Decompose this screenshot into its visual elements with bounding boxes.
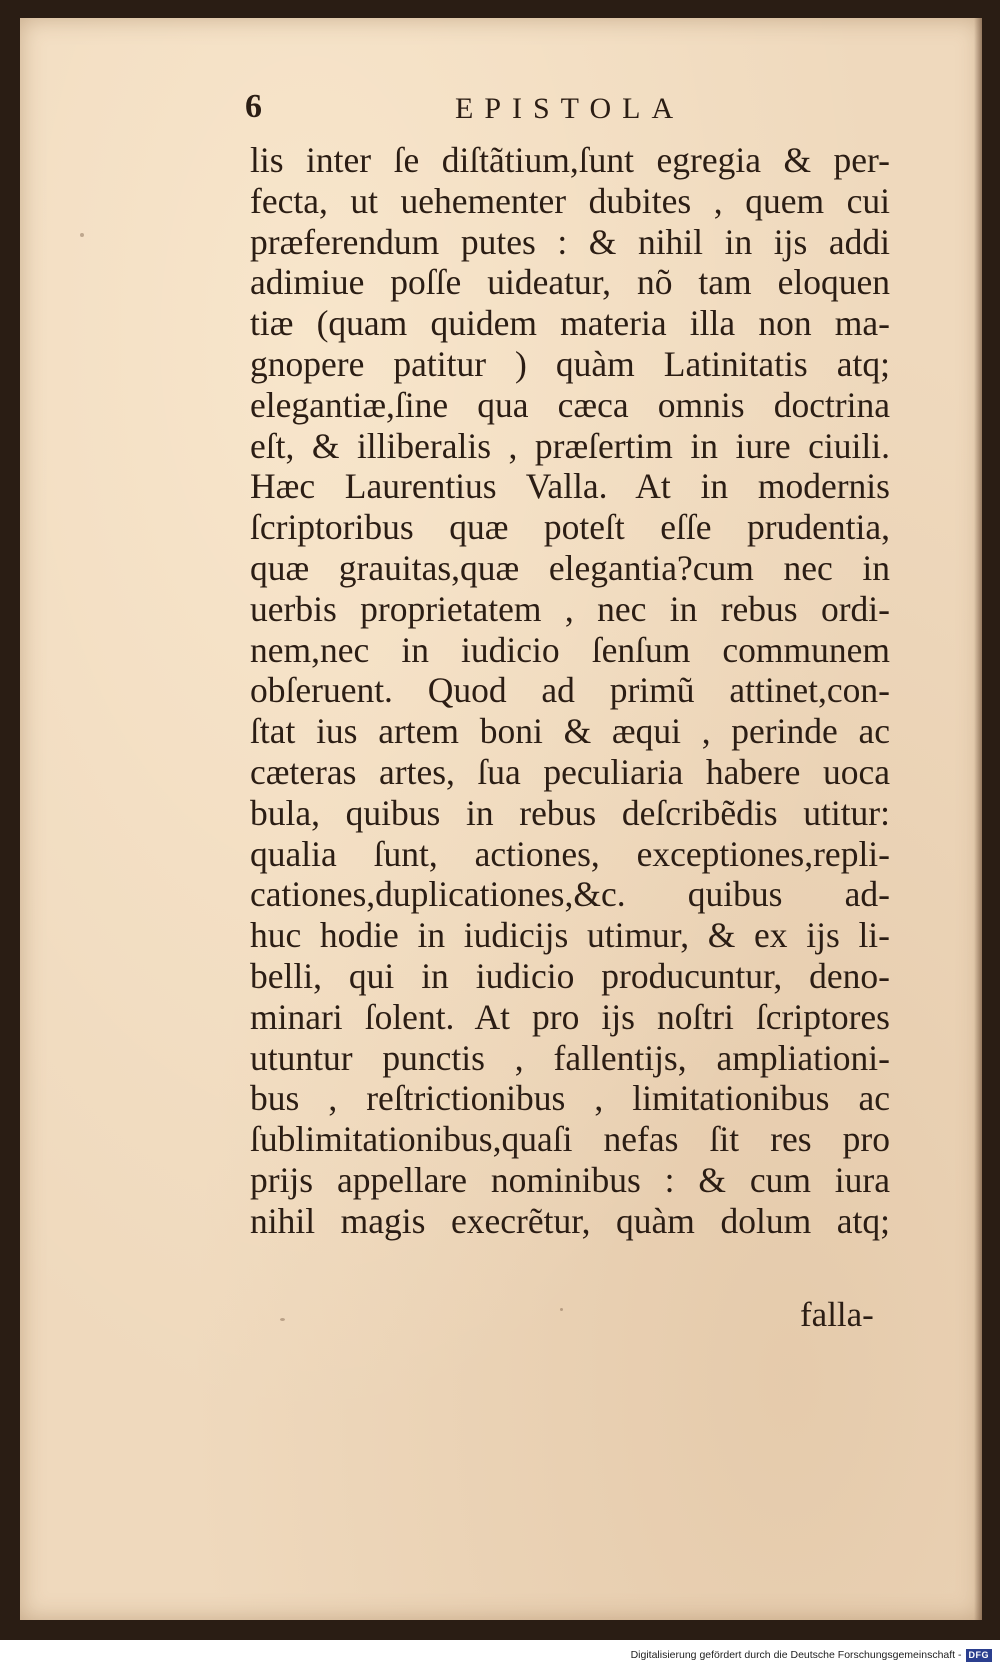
text-line: præferendum putes : & nihil in ijs addi (250, 221, 890, 262)
catchword: falla- (800, 1295, 874, 1334)
paper-speck (560, 1308, 563, 1311)
text-line: uerbis proprietatem , nec in rebus ordi- (250, 588, 890, 629)
text-line: prijs appellare nominibus : & cum iura (250, 1159, 890, 1200)
text-line: cationes,duplicationes,&c. quibus ad- (250, 874, 890, 915)
text-line: nem,nec in iudicio ſenſum communem (250, 629, 890, 670)
text-line: belli, qui in iudicio producuntur, deno- (250, 955, 890, 996)
footer-credit: Digitalisierung gefördert durch die Deutsche Forschungsgemeinschaft - (630, 1649, 962, 1661)
text-line: cæteras artes, ſua peculiaria habere uoca (250, 751, 890, 792)
digitization-footer (631, 1648, 992, 1662)
text-line: lis inter ſe diſtãtium,ſunt egregia & per- (250, 140, 890, 180)
text-line: qualia ſunt, actiones, exceptiones,repli- (250, 833, 890, 874)
text-line: adimiue poſſe uideatur, nõ tam eloquen (250, 262, 890, 303)
text-line: bus , reſtrictionibus , limitationibus ac (250, 1078, 890, 1119)
text-line: minari ſolent. At pro ijs noſtri ſcriptores (250, 996, 890, 1037)
running-title: EPISTOLA (455, 92, 685, 125)
body-text (250, 140, 890, 1242)
text-line: ſublimitationibus,quaſi nefas ſit res pro (250, 1119, 890, 1160)
page-edge-shadow (974, 18, 982, 1620)
text-line: huc hodie in iudicijs utimur, & ex ijs li- (250, 915, 890, 956)
text-line: nihil magis execrẽtur, quàm dolum atq; (250, 1200, 890, 1241)
text-line: eſt, & illiberalis , præſertim in iure ciuili. (250, 425, 890, 466)
paper-speck (80, 233, 84, 237)
text-line: bula, quibus in rebus deſcribẽdis utitur: (250, 792, 890, 833)
text-line: Hæc Laurentius Valla. At in modernis (250, 466, 890, 507)
page-number: 6 (245, 88, 262, 125)
text-line: quæ grauitas,quæ elegantia?cum nec in (250, 547, 890, 588)
text-line: obſeruent. Quod ad primũ attinet,con- (250, 670, 890, 711)
dfg-logo-icon: DFG (966, 1649, 993, 1662)
text-line: utuntur punctis , fallentijs, ampliationi- (250, 1037, 890, 1078)
text-line: gnopere patitur ) quàm Latinitatis atq; (250, 343, 890, 384)
text-line: tiæ (quam quidem materia illa non ma- (250, 303, 890, 344)
paper-speck (280, 1318, 285, 1321)
text-line: elegantiæ,ſine qua cæca omnis doctrina (250, 384, 890, 425)
running-head (245, 88, 765, 138)
text-line: fecta, ut uehementer dubites , quem cui (250, 180, 890, 221)
text-line: ſtat ius artem boni & æqui , perinde ac (250, 711, 890, 752)
text-line: ſcriptoribus quæ poteſt eſſe prudentia, (250, 507, 890, 548)
